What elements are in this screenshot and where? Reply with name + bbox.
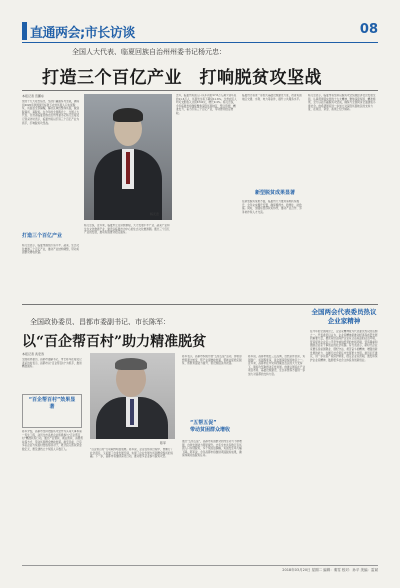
story1-rule <box>22 90 378 91</box>
story2-byline: 本报记者 武宏涛 <box>22 352 44 356</box>
sidebar-title: 全国两会代表委员热议企业家精神 <box>311 308 377 325</box>
story1-column-5: 杨元忠表示，临夏州将坚持以脱贫攻坚统揽经济社会发展全局，认真贯彻落实党的十九大精神，聚焦深度贫困，精准施策，全力以赴打赢脱贫攻坚战，确保与全国同步全面建成小康社会。他希望国家进一步加大对深度贫困地区的支持力度，在项目、资金、政策上给予倾斜。 <box>308 94 376 112</box>
story2-column-3: 陈军表示，昌都市积极开展“五帮五促”活动，即帮思想促观念转变、帮产业促增收致富、帮就业促稳定脱贫、帮教育促能力提升、帮设施促条件改善。 <box>182 355 242 366</box>
story1-subhead-right: 新型脱贫成果显著 <box>255 190 296 196</box>
story1-column-4: 临夏州还将进一步加大基础设施建设力度，改善贫困地区交通、水利、电力等条件，提升公共服务水平。 <box>242 94 302 101</box>
story2-portrait-photo <box>90 353 175 439</box>
story1-column-3: 去年，临夏州贫困人口从年初的17.8万人减少到年底的11.6万人，贫困发生率下降到11.6%。全州农民人均可支配收入达到6740元，增长9.4%。杨元忠说，今年临夏州将继续聚焦深度贫困地区，整合资源，精准发力，着力打造三个百亿产业，带动群众稳定增收。 <box>176 94 237 115</box>
story1-portrait-photo <box>84 94 172 220</box>
story1-byline: 本报记者 范鹏东 <box>22 94 44 98</box>
story2-sidebox-title: “百企帮百村”效果显著 <box>28 397 76 410</box>
story2-kicker: 全国政协委员、昌都市委副书记、市长陈军： <box>30 318 170 326</box>
story2-photo-caption: 陈军 <box>160 441 167 445</box>
story2-column-1: 全国政协委员、昌都市委副书记、市长陈军在接受记者采访时表示，昌都市以“百企帮百村”为抓手，推进精准脱贫。 <box>22 358 82 369</box>
story1-column-1b: 杨元忠表示，临夏州围绕打造牛羊、蔬菜、生态文化旅游三个百亿产业，推动产业结构调整，带动贫困群众增收致富。 <box>22 244 80 255</box>
story2-column-2: “百企帮百村”行动取得明显成效。陈军说，企业在帮扶过程中，既履行了社会责任，又拓展了自身发展空间，实现了企业发展与贫困群众脱贫的双赢。下一步，昌都市将继续深化行动，推动更多企业参与脱贫攻坚。 <box>90 448 174 459</box>
footer-text: 2018年03月20日 星期二 编辑：秦雪 校对：孙平 美编：雷斌 <box>282 568 378 572</box>
story2-subhead: “五帮五促” 带动贫困群众增收 <box>190 420 231 433</box>
story1-headline: 打造三个百亿产业 打响脱贫攻坚战 <box>42 68 322 88</box>
header-rule <box>22 42 378 43</box>
story2-headline: 以“百企帮百村”助力精准脱贫 <box>22 334 207 350</box>
sidebar-body: 在今年的全国两会上，企业家精神成为代表委员热议的话题之一。代表委员们认为，企业家精神是推动经济高质量发展的重要力量，要营造依法保护企业家合法权益的法治环境，营造促进企业家公平竞争诚信经营的市场环境，营造尊重和激励企业家干事创业的社会氛围。有代表表示，新时代企业家要弘扬爱国敬业、遵纪守法、艰苦奋斗的精神，增强创新发展的能力，在履行社会责任中发挥更大作用。委员们还建议，进一步完善产权保护制度，稳定企业家预期，激发和保护企业家精神，鼓励更多社会主体投身创新创业。 <box>310 330 378 362</box>
story1-column-1a: 党的十九大报告指出，坚决打赢脱贫攻坚战，确保到2020年我国现行标准下农村贫困人口实现脱贫，贫困县全部摘帽，解决区域性整体贫困，做到脱真贫、真脱贫。在今年的全国两会上，全国人大代表、甘肃省临夏回族自治州州委书记杨元忠接受记者采访时表示，临夏州将以打造三个百亿产业为抓手，打响脱贫攻坚战。 <box>22 100 80 125</box>
story1-subhead-left: 打造三个百亿产业 <box>22 233 63 239</box>
story2-column-1b: 陈军介绍，昌都市坚持把脱贫攻坚作为头等大事和第一民生工程，动员全市各类企业积极参与“百企帮百村”精准扶贫行动，通过产业帮扶、就业帮扶、消费帮扶等方式，带动贫困群众增收致富。截至目前，已有多家企业与贫困村结成帮扶对子，累计投入帮扶资金数亿元，惠及建档立卡贫困人口数万人。 <box>22 430 83 451</box>
story-divider <box>22 304 378 305</box>
story1-photo-caption: 杨元忠 <box>150 212 160 216</box>
story2-column-4: 陈军说，昌都市地处三江流域，自然条件恶劣，贫困面广、贫困程度深，是全国深度贫困地区之一。近年来，昌都市在中央和西藏自治区的大力支持下，脱贫攻坚取得决定性进展。他建议国家在产业项目布局、基础设施建设、生态补偿等方面进一步加大对昌都的支持力度。 <box>248 355 306 376</box>
story1-column-4b: 在新型脱贫成果方面，临夏州大力推进易地扶贫搬迁，全年完成搬迁安置，确保搬得出、稳得住、能致富。同时，加强东西部扶贫协作，推动产业合作、劳务协作和人才交流。 <box>242 200 302 214</box>
story1-kicker: 全国人大代表、临夏回族自治州州委书记杨元忠： <box>72 48 226 56</box>
story1-column-2: 杨元忠说，近年来，临夏州立足资源禀赋，大力发展牛羊产业、蔬菜产业和生态文化旅游产业，建设以临夏市为中心的生态文化旅游圈。通过三个百亿产业的发展，推动贫困群众稳定脱贫。 <box>84 224 170 235</box>
section-marker <box>22 22 27 40</box>
page-number: 08 <box>359 22 378 37</box>
story2-column-3b: 通过“五帮五促”，昌都市贫困群众的内生动力不断增强，自我发展能力明显提升。去年全市共有数万名贫困人口实现脱贫，多个贫困县摘帽，贫困发生率大幅下降。陈军说，今年昌都市将继续巩固脱贫成果，确保如期完成脱贫任务。 <box>182 440 242 458</box>
section-title: 直通两会;市长访谈 <box>30 26 135 41</box>
footer-rule <box>22 565 378 566</box>
